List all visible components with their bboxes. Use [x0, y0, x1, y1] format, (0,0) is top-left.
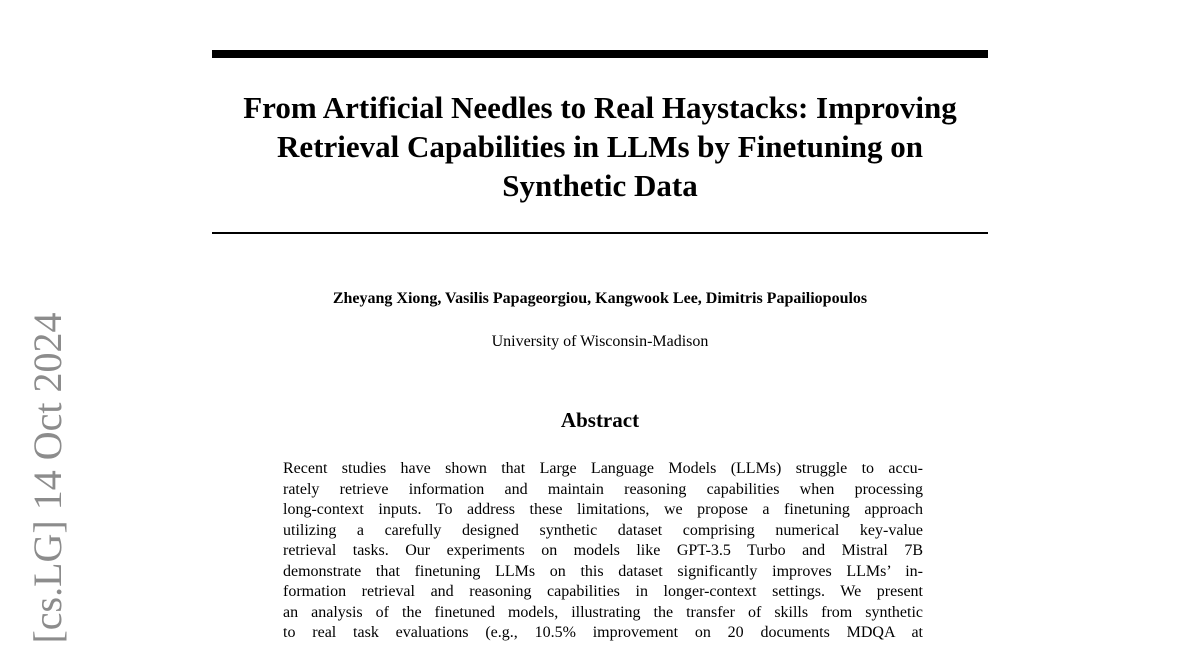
- paper-title-line: Synthetic Data: [502, 168, 698, 203]
- abstract-line: formation retrieval and reasoning capabilities in longer-context settings. We present: [283, 583, 923, 600]
- abstract-line: to real task evaluations (e.g., 10.5% improvement on 20 documents MDQA at: [283, 624, 923, 641]
- abstract-body: [283, 459, 923, 644]
- paper-title-line: From Artificial Needles to Real Haystacks: Improving: [243, 90, 957, 125]
- abstract-line: long-context inputs. To address these limitations, we propose a finetuning approach: [283, 501, 923, 518]
- title-top-rule: [212, 50, 988, 58]
- abstract-line: Recent studies have shown that Large Language Models (LLMs) struggle to accu-: [283, 460, 923, 477]
- abstract-line: demonstrate that finetuning LLMs on this dataset significantly improves LLMs’ in-: [283, 562, 923, 580]
- abstract-line: retrieval tasks. Our experiments on models like GPT-3.5 Turbo and Mistral 7B: [283, 542, 923, 559]
- abstract-heading: Abstract: [560, 408, 640, 432]
- abstract-line: utilizing a carefully designed synthetic dataset comprising numerical key-value: [283, 521, 923, 539]
- affiliation: University of Wisconsin-Madison: [491, 333, 709, 350]
- arxiv-stamp: [cs.LG] 14 Oct 2024: [25, 312, 70, 644]
- author-list: Zheyang Xiong, Vasilis Papageorgiou, Kangwook Lee, Dimitris Papailiopoulos: [332, 290, 868, 307]
- paper-title-line: Retrieval Capabilities in LLMs by Finetuning on: [277, 129, 923, 164]
- paper-title: [200, 88, 1000, 205]
- title-bottom-rule: [212, 232, 988, 234]
- abstract-line: rately retrieve information and maintain reasoning capabilities when processing: [283, 480, 923, 498]
- abstract-line: an analysis of the finetuned models, illustrating the transfer of skills from synthetic: [283, 603, 923, 621]
